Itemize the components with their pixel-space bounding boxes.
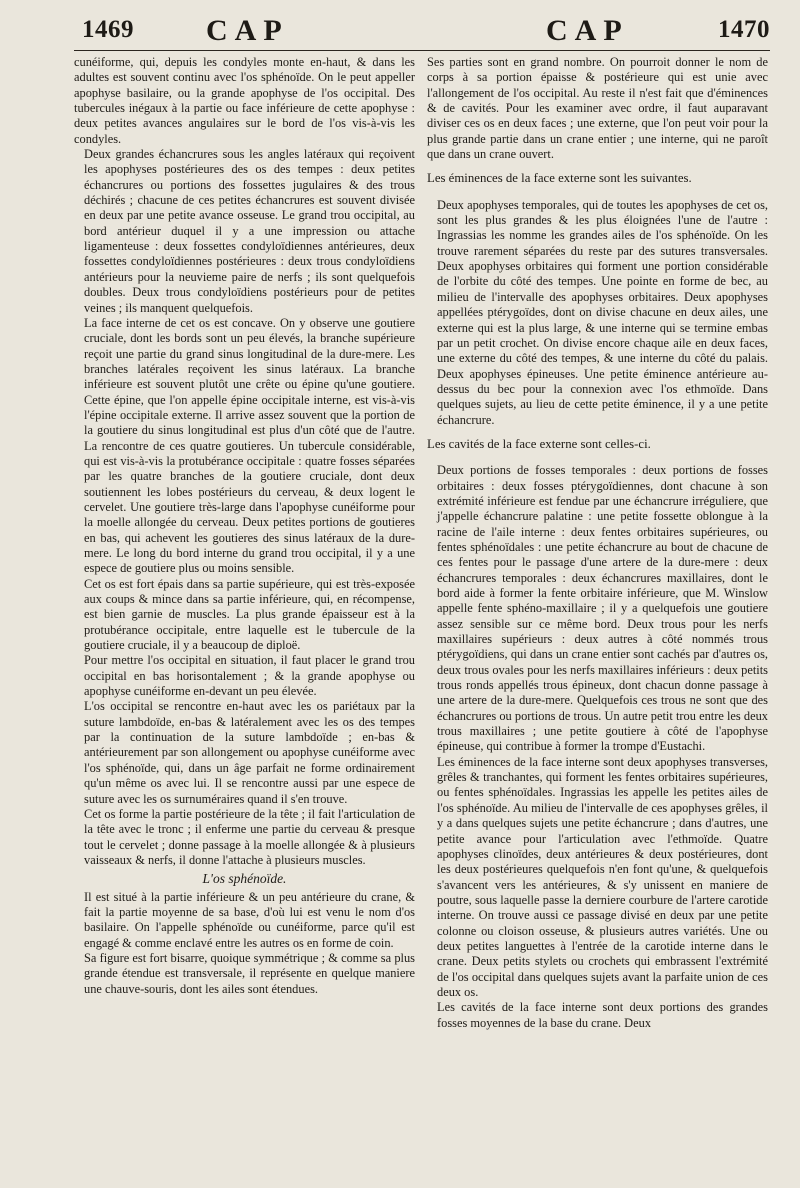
page-number-right: 1470 xyxy=(718,16,770,43)
paragraph: Deux portions de fosses temporales : deux portions de fosses orbitaires : deux fosses ptérygoïdiennes, dont chacune à son extrémité inférieure est fendue par une échancrure irréguliere, que j'appelle échancrure palatine : une petite fossette oblongue à la racine de l'aile interne : deux fentes orbitaires supérieures, ou fentes sphénoïdales : une petite échancrure au bout de chacune de ces fentes pour le passage d'une artere de la dure-mere : deux échancrures temporales : deux échancrures maxillaires, dont le bord aide à former la fente orbitaire inférieure, que M. Winslow appelle fente sphéno-maxillaire ; il y a quelquefois une goutiere assez sensible sur ce même bord. Deux trous pour les nerfs maxillaires supérieurs : deux autres à côté nommés trous ptérygoïdiens, qui dans un crane entier sont cachés par d'autres os, deux trous ovales pour les nerfs maxillaires inférieurs : deux petits trous ronds appellés trous épineux, dont chacun donne passage à une artere de la dure-mere. Quelquefois ces trous ne sont que des échancrures ou portions de trous. Un autre petit trou entre les deux trous maxillaires ; une petite goutiere à côté de l'apophyse épineuse, qui contribue à former la trompe d'Eustachi. xyxy=(437,463,768,754)
paragraph: Les éminences de la face interne sont deux apophyses transverses, grêles & tranchantes, qui forment les fentes orbitaires supérieures, ou fentes sphénoïdales. Ingrassias les appelle les petites ailes de l'os sphénoïde. Au milieu de l'intervalle de ces apophyses grêles, il y a dans quelques sujets une petite échancrure ; dans d'autres, une petite avance pour l'articulation avec l'ethmoïde. Quatre apophyses clinoïdes, deux antérieures & deux postérieures, dont les deux postérieures quelquefois n'en font qu'une, & quelquefois s'avancent vers les antérieures, & s'y unissent en maniere de poutre, sous laquelle passe la derniere courbure de l'artere carotide interne. On trouve aussi ce passage divisé en deux par une petite colonne ou cloison osseuse, & plusieurs autres variétés. Une ou deux petites languettes à l'entrée de la carotide interne dans le crane. Deux petits stylets ou crochets qui embrassent l'extrémité de l'os occipital dans quelques sujets avant la parfaite union de ces deux os. xyxy=(437,754,768,999)
section-heading: L'os sphénoïde. xyxy=(202,871,287,887)
paragraph: Les cavités de la face interne sont deux portions des grandes fosses moyennes de la base du crane. Deux xyxy=(437,1000,768,1030)
paragraph: Deux apophyses temporales, qui de toutes les apophyses de cet os, sont les plus grandes & les plus éloignées l'une de l'autre : Ingrassias les nomme les grandes ailes de l'os sphénoïde. On les trouve rarement séparées du reste par des sutures transversales. Deux apophyses orbitaires qui forment une portion considérable de l'orbite du côté des tempes. Une pointe en forme de bec, au milieu de l'intervalle des apophyses orbitaires. Deux apophyses appellées ptérygoïdes, dont on divise chacune en deux ailes, une externe qui est la plus large, & une interne qui se termine embas par un petit crochet. On divise encore chaque aile en deux faces, une externe du côté des tempes, & une interne du côté du palais. Deux apophyses épineuses. Une petite éminence antérieure au-dessus du bec pour la connexion avec l'os ethmoïde. Dans quelques sujets, au lieu de cette petite éminence, il y a une petite échancrure. xyxy=(437,197,768,427)
left-column xyxy=(74,55,415,1165)
paragraph: Il est situé à la partie inférieure & un peu antérieure du crane, & fait la partie moyenne de sa base, d'où lui est venu le nom d'os basilaire. On l'appelle sphénoïde ou cunéiforme, parce qu'il est engagé & comme enclavé entre les autres os en forme de coin. xyxy=(84,889,415,950)
headword-left: CAP xyxy=(206,14,289,47)
paragraph: Deux grandes échancrures sous les angles latéraux qui reçoivent les apophyses postérieures des os des tempes : deux petites échancrures ou portions des fossettes jugulaires & des trous déchirés ; chacune de ces petites échancrures est souvent divisée en deux par une petite avance osseuse. Le grand trou occipital, au bord antérieur duquel il y a une impression ou attache ligamenteuse : deux fossettes condyloïdiennes antérieures, deux fossettes condyloïdiennes postérieures : deux trous condyloïdiens antérieurs pour la neuvieme paire de nerfs ; ils sont quelquefois doubles. Deux trous condyloïdiens postérieurs pour de petites veines ; ils manquent quelquefois. xyxy=(84,147,415,315)
paragraph: La face interne de cet os est concave. On y observe une goutiere cruciale, dont les bords sont un peu élevés, la branche supérieure reçoit une partie du grand sinus longitudinal de la dure-mere. Les branches latérales reçoivent les sinus latéraux. La branche inférieure est souvent plutôt une crête ou épine qu'une goutiere. Cette épine, que l'on appelle épine occipitale interne, est vis-à-vis l'épine occipitale externe. Il arrive assez souvent que la portion de la goutiere du sinus longitudinal est plus d'un côté que de l'autre. La rencontre de ces quatre goutieres. Un tubercule considérable, qui est vis-à-vis la protubérance occipitale : quatre fosses séparées par les quatre branches de la goutiere cruciale, dont deux soutiennent les lobes postérieurs du cerveau, & deux logent le cervelet. Une goutiere très-large dans l'apophyse cunéiforme pour la moelle allongée du cerveau. Deux petites portions de goutieres en bas, qui achevent les goutieres des sinus latéraux de la dure-mere. Le long du bord interne du grand trou occipital, il y a une espece de goutiere plus ou moins sensible. xyxy=(84,315,415,576)
subsection-heading: Les cavités de la face externe sont celles-ci. xyxy=(427,436,651,451)
headword-right: CAP xyxy=(546,14,629,47)
right-column xyxy=(427,55,768,1165)
paragraph: Cet os forme la partie postérieure de la tête ; il fait l'articulation de la tête avec le tronc ; il enferme une partie du cerveau & presque tout le cervelet ; donne passage à la moelle allongée & à plusieurs vaisseaux & nerfs, il donne l'attache à plusieurs muscles. xyxy=(84,806,415,867)
paragraph: Sa figure est fort bisarre, quoique symmétrique ; & comme sa plus grande étendue est transversale, il représente en quelque maniere une chauve-souris, dont les ailes sont étendues. xyxy=(84,950,415,996)
paragraph: L'os occipital se rencontre en-haut avec les os pariétaux par la suture lambdoïde, en-bas & latéralement avec les os des tempes par la continuation de la suture lambdoïde ; en-bas & antérieurement par son allongement ou apophyse cunéiforme avec l'os sphénoïde, qui, dans un âge parfait ne forme ordinairement qu'un même os avec lui. Il se rencontre aussi par une espece de suture avec les os surnuméraires quand il s'en trouve. xyxy=(84,699,415,806)
running-header xyxy=(74,14,770,51)
paragraph: Pour mettre l'os occipital en situation, il faut placer le grand trou occipital en bas horisontalement ; & la grande apophyse ou apophyse cunéiforme en-devant un peu élevée. xyxy=(84,653,415,699)
paragraph: Cet os est fort épais dans sa partie supérieure, qui est très-exposée aux coups & mince dans sa partie inférieure, qui, en récompense, est bien garnie de muscles. La plus grande épaisseur est à la protubérance occipitale, entre laquelle est le tubercule de la goutiere cruciale, il y a beaucoup de diploë. xyxy=(84,576,415,653)
two-column-body xyxy=(74,55,770,1165)
paragraph: cunéiforme, qui, depuis les condyles monte en-haut, & dans les adultes est souvent continu avec l'os sphénoïde. On le peut appeller apophyse basilaire, ou la grande apophyse de l'os occipital. Des tubercules inégaux à la partie ou face inférieure de cette apophyse : deux petites avances angulaires sur le bord de l'os vis-à-vis les condyles. xyxy=(74,55,415,146)
page-number-left: 1469 xyxy=(82,16,134,43)
paragraph: Ses parties sont en grand nombre. On pourroit donner le nom de corps à sa portion épaisse & postérieure qui est unie avec l'allongement de l'os occipital. Au reste il n'est fait que d'éminences & de cavités. Pour les examiner avec ordre, il faut auparavant diviser ces os en deux faces ; une externe, que l'on peut voir pour la plus grande partie dans un crane entier ; une interne, qui ne paroît que dans un crane ouvert. xyxy=(427,55,768,162)
subsection-heading: Les éminences de la face externe sont les suivantes. xyxy=(427,171,692,186)
